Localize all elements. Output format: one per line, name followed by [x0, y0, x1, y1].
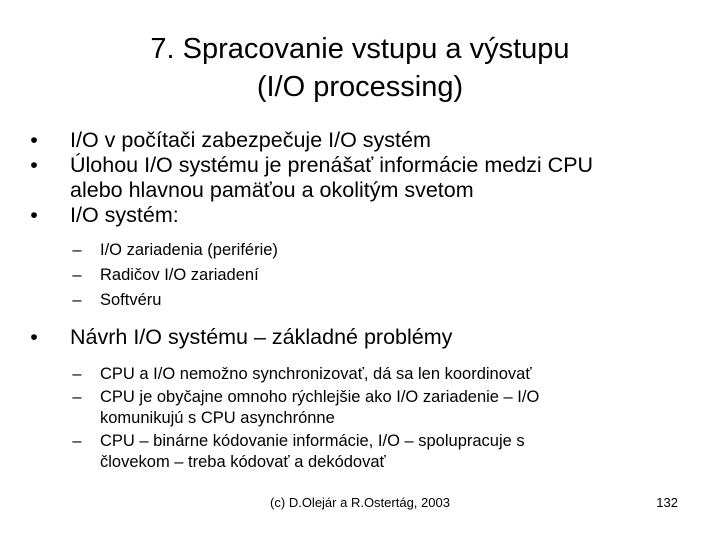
bullet-item: [24, 153, 714, 203]
bullet-marker: •: [30, 153, 38, 177]
sub-marker: –: [72, 388, 82, 406]
sub-item: [24, 431, 714, 473]
sub-item: [24, 290, 714, 311]
title-line-2: (I/O processing): [256, 71, 464, 103]
sub-list-wrapper: [24, 364, 714, 473]
bullet-item: [24, 325, 714, 350]
sub-item: [24, 240, 714, 261]
sub-text: Softvéru: [100, 291, 162, 309]
sub-list-wrapper: [24, 240, 714, 311]
sub-text: CPU a I/O nemožno synchronizovať, dá sa len koordinovať: [100, 365, 532, 383]
sub-text-continued: komunikujú s CPU asynchrónne: [100, 409, 335, 427]
bullet-item: [24, 128, 714, 153]
bullet-text: I/O systém:: [70, 203, 179, 227]
sub-item: [24, 265, 714, 286]
bullet-marker: •: [30, 128, 38, 152]
sub-text: CPU je obyčajne omnoho rýchlejšie ako I/O zariadenie – I/O: [100, 388, 540, 406]
sub-marker: –: [72, 266, 82, 284]
bullet-marker: •: [30, 325, 38, 349]
sub-text: CPU – binárne kódovanie informácie, I/O – spolupracuje s: [100, 432, 525, 450]
slide-title: [0, 30, 720, 106]
title-line-1: 7. Spracovanie vstupu a výstupu: [150, 33, 570, 65]
sub-text: Radičov I/O zariadení: [100, 266, 259, 284]
bullet-marker: •: [30, 203, 38, 227]
bullet-item: [24, 203, 714, 228]
sub-list: [24, 364, 714, 473]
footer-credit: (c) D.Olejár a R.Ostertág, 2003: [270, 495, 450, 510]
sub-item: [24, 364, 714, 385]
sub-item: [24, 387, 714, 429]
sub-text-continued: človekom – treba kódovať a dekódovať: [100, 453, 386, 471]
sub-marker: –: [72, 432, 82, 450]
bullet-text: Návrh I/O systému – základné problémy: [70, 325, 453, 349]
sub-list: [24, 240, 714, 311]
bullet-text: Úlohou I/O systému je prenášať informácie medzi CPU: [70, 153, 594, 177]
sub-marker: –: [72, 241, 82, 259]
sub-marker: –: [72, 365, 82, 383]
bullet-text: I/O v počítači zabezpečuje I/O systém: [70, 128, 431, 152]
sub-text: I/O zariadenia (periférie): [100, 241, 278, 259]
sub-marker: –: [72, 291, 82, 309]
bullet-list: [24, 128, 714, 473]
bullet-text-continued: alebo hlavnou pamäťou a okolitým svetom: [70, 178, 474, 202]
page-number: 132: [656, 495, 678, 510]
